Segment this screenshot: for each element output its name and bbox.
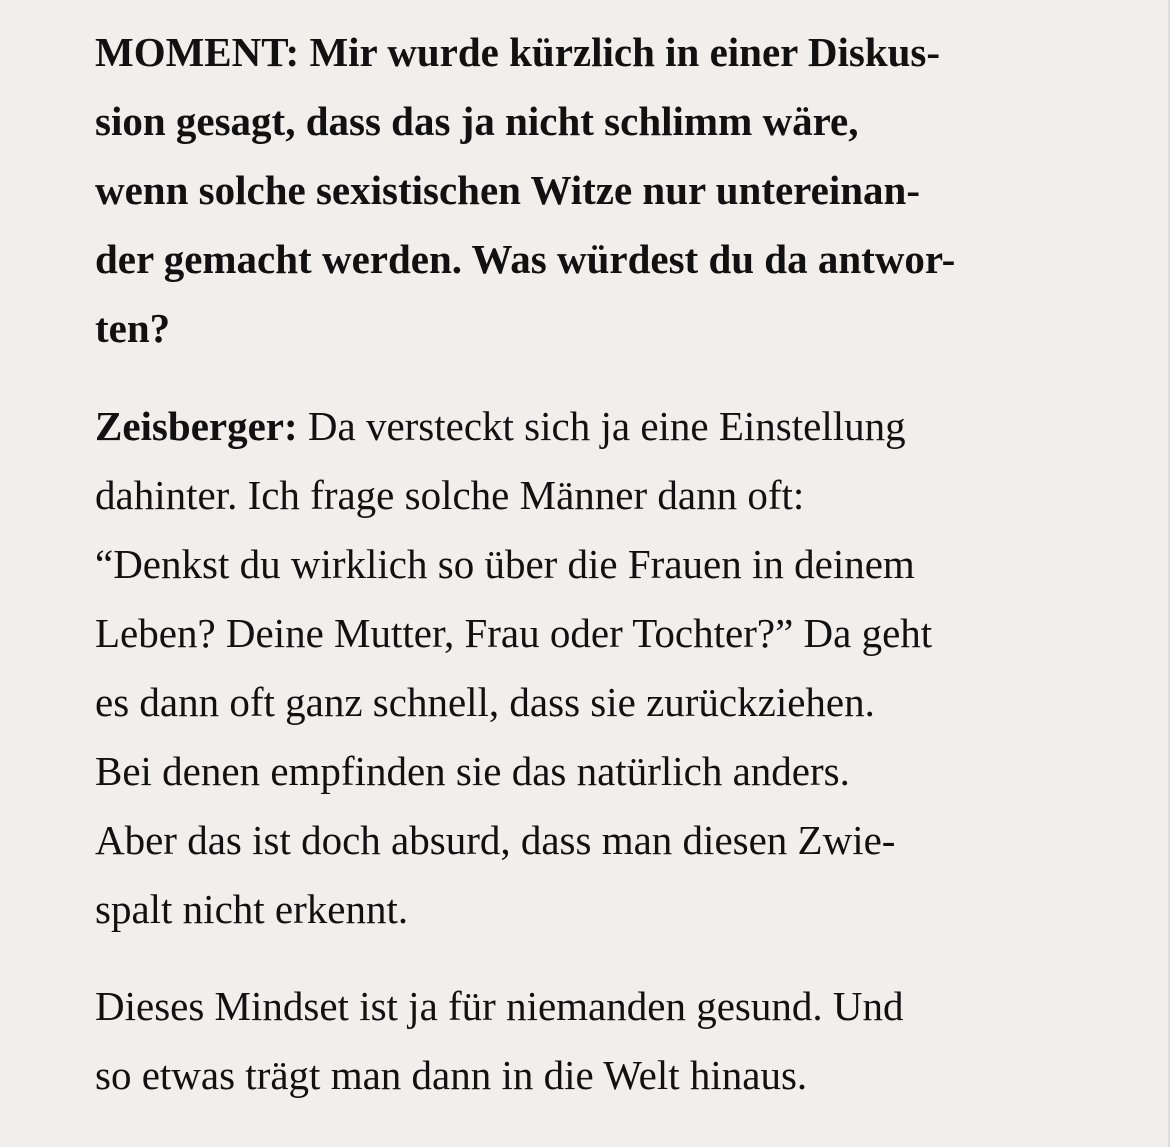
closing-line: Dieses Mindset ist ja für niemanden gesund. Und	[95, 983, 904, 1029]
question-line: wenn solche sexistischen Witze nur untereinan-	[95, 167, 920, 213]
answer-line: dahinter. Ich frage solche Männer dann oft:	[95, 472, 805, 518]
interview-answer	[95, 392, 1085, 944]
answer-line: “Denkst du wirklich so über die Frauen in deinem	[95, 541, 915, 587]
answer-first-line-text: Da versteckt sich ja eine Einstellung	[297, 403, 906, 449]
answer-line: Leben? Deine Mutter, Frau oder Tochter?” Da geht	[95, 610, 933, 656]
question-line: der gemacht werden. Was würdest du da antwor-	[95, 236, 956, 282]
answer-line: spalt nicht erkennt.	[95, 886, 409, 932]
answer-line: Bei denen empfinden sie das natürlich anders.	[95, 748, 850, 794]
closing-paragraph	[95, 972, 1085, 1110]
closing-line: so etwas trägt man dann in die Welt hinaus.	[95, 1052, 808, 1098]
answer-line: es dann oft ganz schnell, dass sie zurückziehen.	[95, 679, 875, 725]
interview-question	[95, 18, 1085, 363]
article-body	[95, 18, 1085, 1110]
question-line: ten?	[95, 305, 171, 351]
speaker-name: Zeisberger:	[95, 403, 298, 449]
answer-line: Aber das ist doch absurd, dass man diesen Zwie-	[95, 817, 896, 863]
question-line: MOMENT: Mir wurde kürzlich in einer Diskus-	[95, 29, 941, 75]
answer-first-line	[95, 392, 1085, 461]
question-line: sion gesagt, dass das ja nicht schlimm wäre,	[95, 98, 859, 144]
